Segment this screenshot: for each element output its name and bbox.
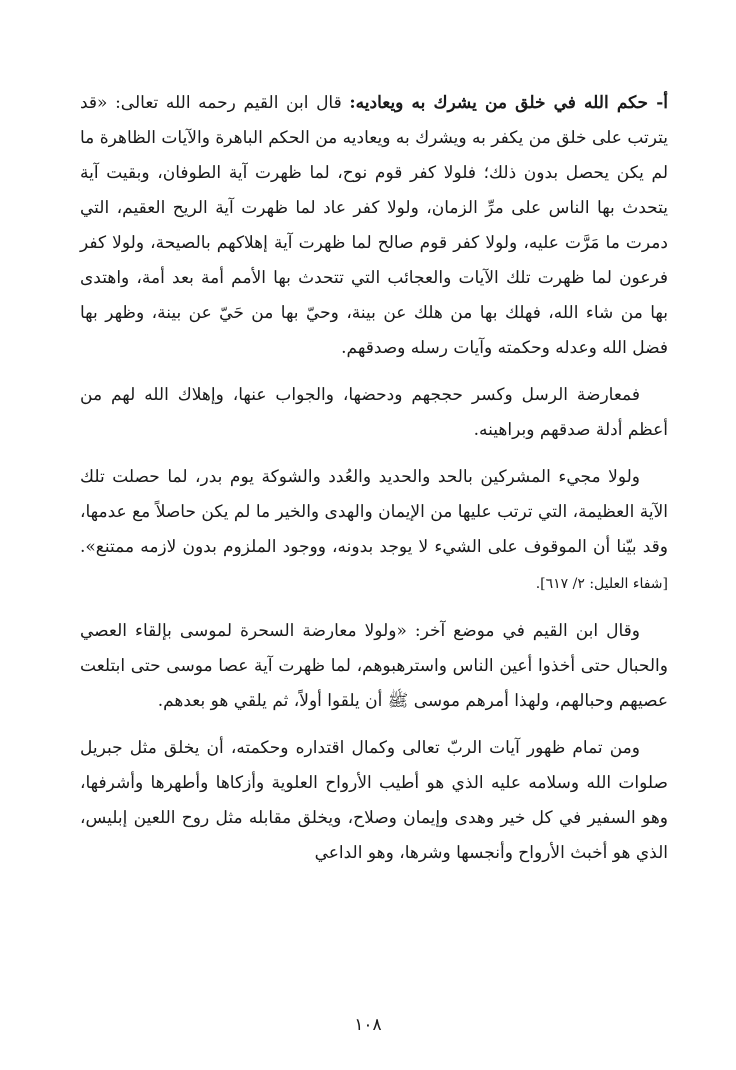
paragraph-1-text: قال ابن القيم رحمه الله تعالى: «قد يترتب على خلق من يكفر به ويشرك به ويعاديه من الحكم الباهرة والآيات الظاهرة ما لم يكن يحصل بدون ذلك؛ فلولا كفر قوم نوح، لما ظهرت آية الطوفان، وبقيت آية يتحدث بها الناس على مرِّ الزمان، ولولا كفر عاد لما ظهرت آية الريح العقيم، التي دمرت ما مَرَّت عليه، ولولا كفر قوم صالح لما ظهرت آية إهلاكهم بالصيحة، ولولا كفر فرعون لما ظهرت تلك الآيات والعجائب التي تتحدث بها الأمم أمة بعد أمة، واهتدى بها من شاء الله، فهلك بها من هلك عن بينة، وحيّ بها من حَيّ عن بينة، وظهر بها فضل الله وعدله وحكمته وآيات رسله وصدقهم. bbox=[74, 93, 668, 358]
paragraph-2-text: فمعارضة الرسل وكسر حججهم ودحضها، والجواب عنها، وإهلاك الله لهم من أعظم أدلة صدقهم وبراهينه. bbox=[74, 385, 668, 440]
paragraph-2 bbox=[74, 378, 668, 448]
paragraph-4-text: وقال ابن القيم في موضع آخر: «ولولا معارضة السحرة لموسى بإلقاء العصي والحبال حتى أخذوا أعين الناس واسترهبوهم، لما ظهرت آية عصا موسى حتى ابتلعت عصيهم وحبالهم، ولهذا أمرهم موسى ﷺ أن يلقوا أولاً، ثم يلقي هو بعدهم. bbox=[74, 621, 668, 711]
paragraph-5-text: ومن تمام ظهور آيات الربّ تعالى وكمال اقتداره وحكمته، أن يخلق مثل جبريل صلوات الله وسلامه عليه الذي هو أطيب الأرواح العلوية وأزكاها وأطهرها وأشرفها، وهو السفير في كل خير وهدى وإيمان وصلاح، ويخلق مقابله مثل روح اللعين إبليس، الذي هو أخبث الأرواح وأنجسها وشرها، وهو الداعي bbox=[74, 738, 668, 863]
paragraph-3 bbox=[74, 460, 668, 602]
page-number: ١٠٨ bbox=[354, 1015, 382, 1035]
section-heading: أ- حكم الله في خلق من يشرك به ويعاديه: bbox=[349, 93, 668, 113]
paragraph-4 bbox=[74, 614, 668, 719]
paragraph-3-text: ولولا مجيء المشركين بالحد والحديد والعُدد والشوكة يوم بدر، لما حصلت تلك الآية العظيمة، التي ترتب عليها من الإيمان والهدى والخير ما لم يكن حاصلاً مع عدمها، وقد بيّنا أن الموقوف على الشيء لا يوجد بدونه، ووجود الملزوم بدون لازمه ممتنع». bbox=[74, 467, 668, 557]
paragraph-1 bbox=[74, 86, 668, 366]
citation: [شفاء العليل: ٢/ ٦١٧]. bbox=[75, 540, 668, 592]
page-body bbox=[74, 86, 668, 883]
paragraph-5 bbox=[74, 731, 668, 871]
